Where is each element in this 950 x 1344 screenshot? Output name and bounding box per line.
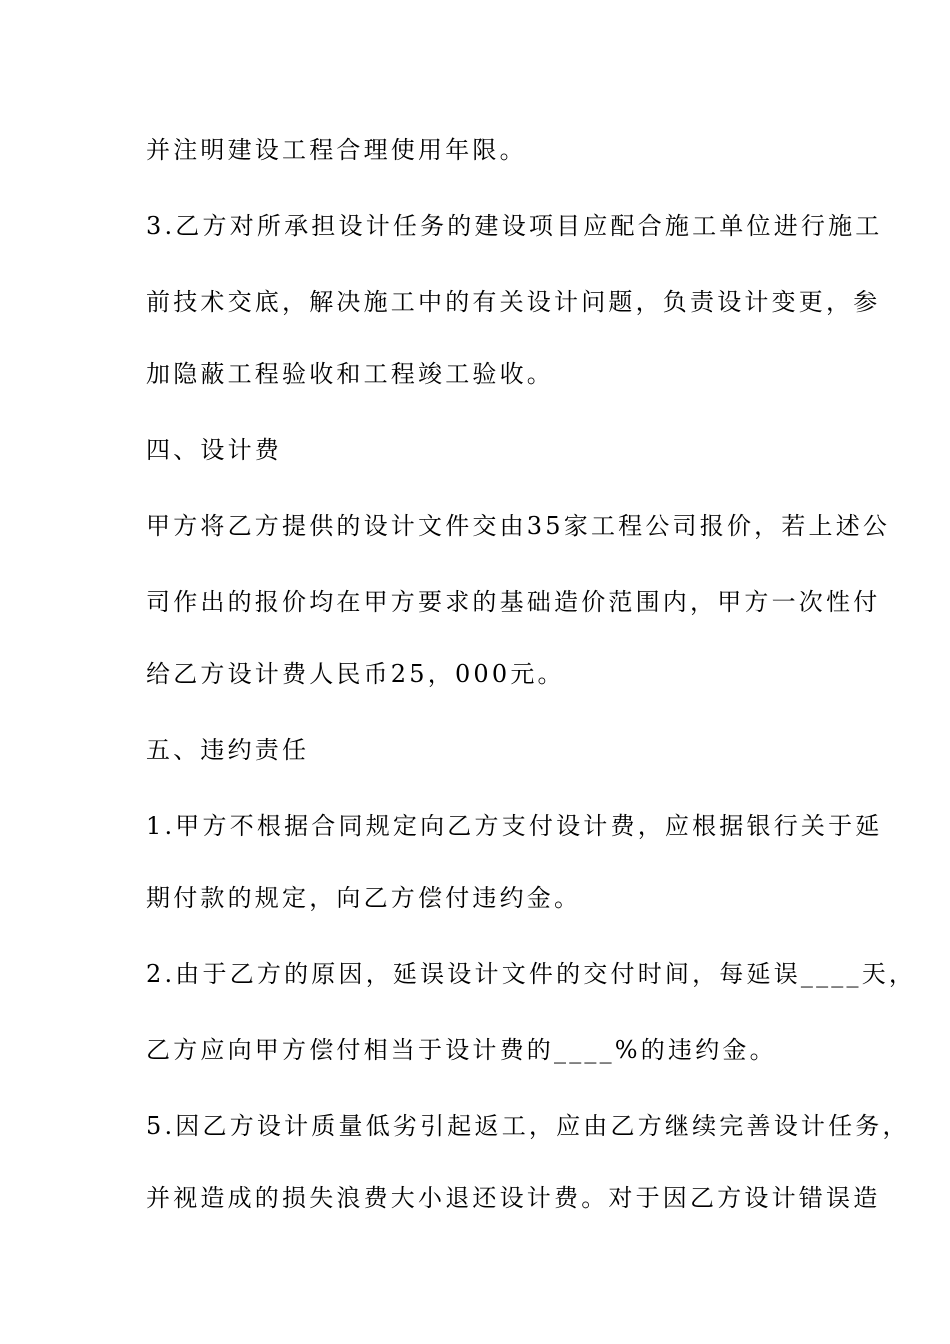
section-heading: 四、设计费 — [146, 436, 282, 464]
section-heading: 五、违约责任 — [146, 736, 310, 764]
text-line: 期付款的规定，向乙方偿付违约金。 — [146, 884, 582, 912]
text-line: 1.甲方不根据合同规定向乙方支付设计费，应根据银行关于延 — [146, 812, 883, 840]
text-line: 5.因乙方设计质量低劣引起返工，应由乙方继续完善设计任务， — [146, 1112, 910, 1140]
text-line: 并视造成的损失浪费大小退还设计费。对于因乙方设计错误造 — [146, 1184, 881, 1212]
text-line: 给乙方设计费人民币25，000元。 — [146, 660, 565, 688]
text-line: 乙方应向甲方偿付相当于设计费的____%的违约金。 — [146, 1036, 777, 1064]
text-line: 司作出的报价均在甲方要求的基础造价范围内，甲方一次性付 — [146, 588, 881, 616]
text-line: 3.乙方对所承担设计任务的建设项目应配合施工单位进行施工 — [146, 212, 883, 240]
text-line: 甲方将乙方提供的设计文件交由35家工程公司报价，若上述公 — [146, 512, 891, 540]
text-line: 加隐蔽工程验收和工程竣工验收。 — [146, 360, 554, 388]
text-line: 并注明建设工程合理使用年限。 — [146, 136, 527, 164]
text-line: 前技术交底，解决施工中的有关设计问题，负责设计变更，参 — [146, 288, 881, 316]
text-line: 2.由于乙方的原因，延误设计文件的交付时间，每延误____天， — [146, 960, 917, 988]
